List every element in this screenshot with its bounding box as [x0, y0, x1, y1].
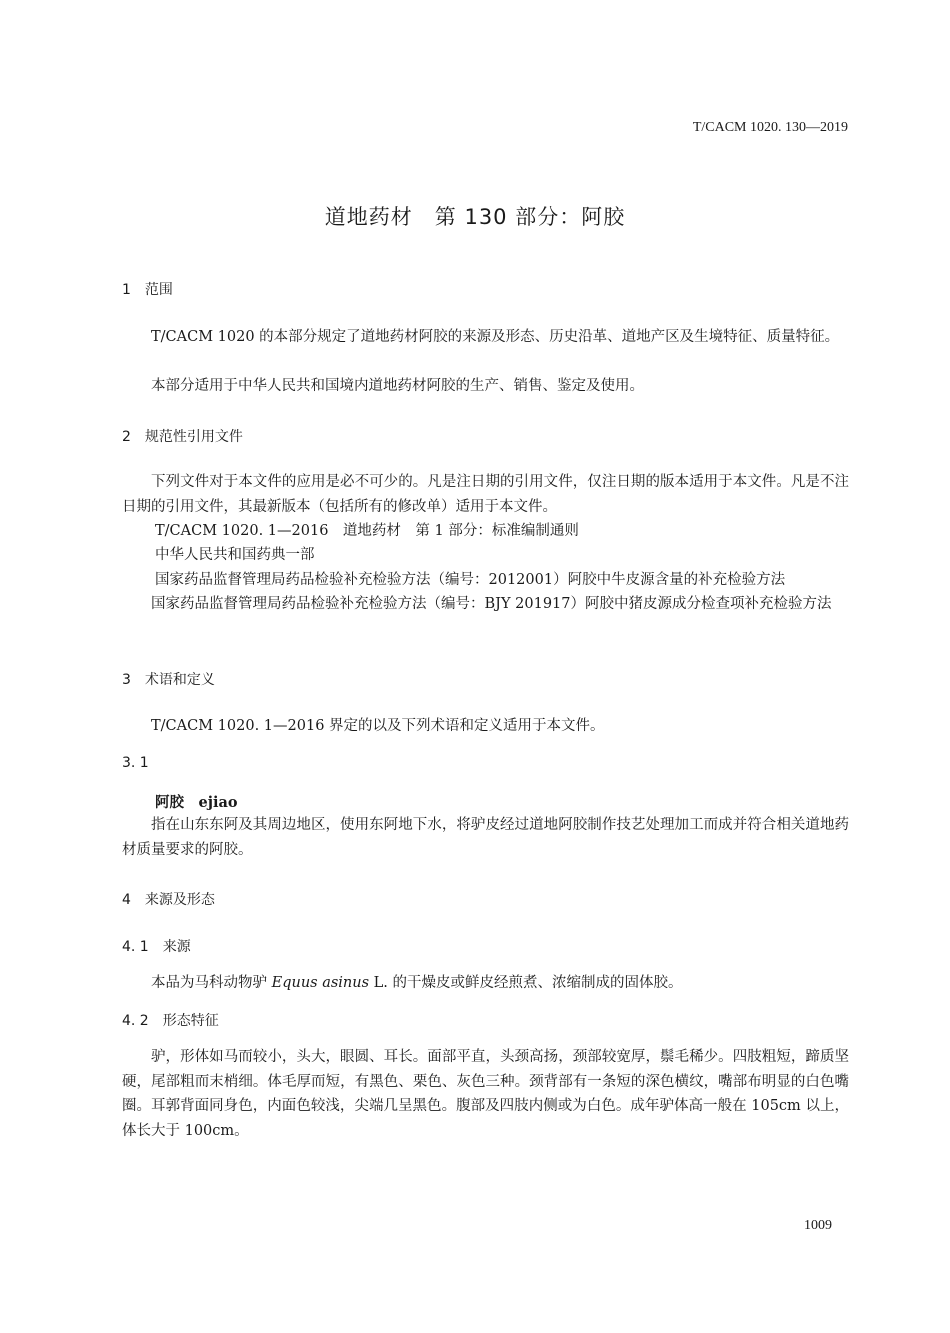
section-1-paragraph-1: T/CACM 1020 的本部分规定了道地药材阿胶的来源及形态、历史沿革、道地产区及生境特征、质量特征。	[151, 329, 840, 345]
section-4-1-text	[122, 971, 849, 996]
term-definition: 指在山东东阿及其周边地区，使用东阿地下水，将驴皮经过道地阿胶制作技艺处理加工而成并符合相关道地药材质量要求的阿胶。	[122, 817, 849, 858]
section-4-heading: 4 来源及形态	[122, 892, 215, 908]
standard-code: T/CACM 1020. 130—2019	[692, 120, 848, 135]
section-4-2-heading: 4. 2 形态特征	[122, 1013, 219, 1029]
reference-4: 国家药品监督管理局药品检验补充检验方法（编号：BJY 201917）阿胶中猪皮源成分检查项补充检验方法	[151, 596, 832, 612]
reference-2: 中华人民共和国药典一部	[155, 547, 315, 563]
section-1-paragraph-2: 本部分适用于中华人民共和国境内道地药材阿胶的生产、销售、鉴定及使用。	[151, 378, 644, 394]
section-3-heading: 3 术语和定义	[122, 672, 215, 688]
section-1-heading: 1 范围	[122, 282, 173, 298]
document-title: 道地药材 第 130 部分：阿胶	[324, 205, 626, 229]
source-text-after: L. 的干燥皮或鲜皮经煎煮、浓缩制成的固体胶。	[369, 975, 683, 991]
reference-3: 国家药品监督管理局药品检验补充检验方法（编号：2012001）阿胶中牛皮源含量的补充检验方法	[155, 572, 786, 588]
source-text-before: 本品为马科动物驴	[151, 975, 272, 991]
species-name: Equus asinus	[271, 975, 370, 991]
page-number: 1009	[804, 1218, 832, 1233]
section-2-heading: 2 规范性引用文件	[122, 429, 243, 445]
reference-1: T/CACM 1020. 1—2016 道地药材 第 1 部分：标准编制通则	[155, 523, 579, 539]
section-2-paragraph-1: 下列文件对于本文件的应用是必不可少的。凡是注日期的引用文件，仅注日期的版本适用于本文件。凡是不注日期的引用文件，其最新版本（包括所有的修改单）适用于本文件。	[122, 474, 849, 515]
section-3-1-heading: 3. 1	[122, 755, 149, 771]
section-4-1-heading: 4. 1 来源	[122, 939, 191, 955]
section-3-paragraph-1: T/CACM 1020. 1—2016 界定的以及下列术语和定义适用于本文件。	[151, 718, 605, 734]
term-ejiao: 阿胶 ejiao	[155, 794, 238, 811]
section-4-2-text: 驴，形体如马而较小，头大，眼圆、耳长。面部平直，头颈高扬，颈部较宽厚，鬃毛稀少。四肢粗短，蹄质坚硬，尾部粗而末梢细。体毛厚而短，有黑色、栗色、灰色三种。颈背部有一条短的深色横纹，嘴部布明显的白色嘴圈。耳郭背面同身色，内面色较浅，尖端几呈黑色。腹部及四肢内侧或为白色。成年驴体高一般在 105cm 以上，体长大于 100cm。	[122, 1049, 849, 1139]
